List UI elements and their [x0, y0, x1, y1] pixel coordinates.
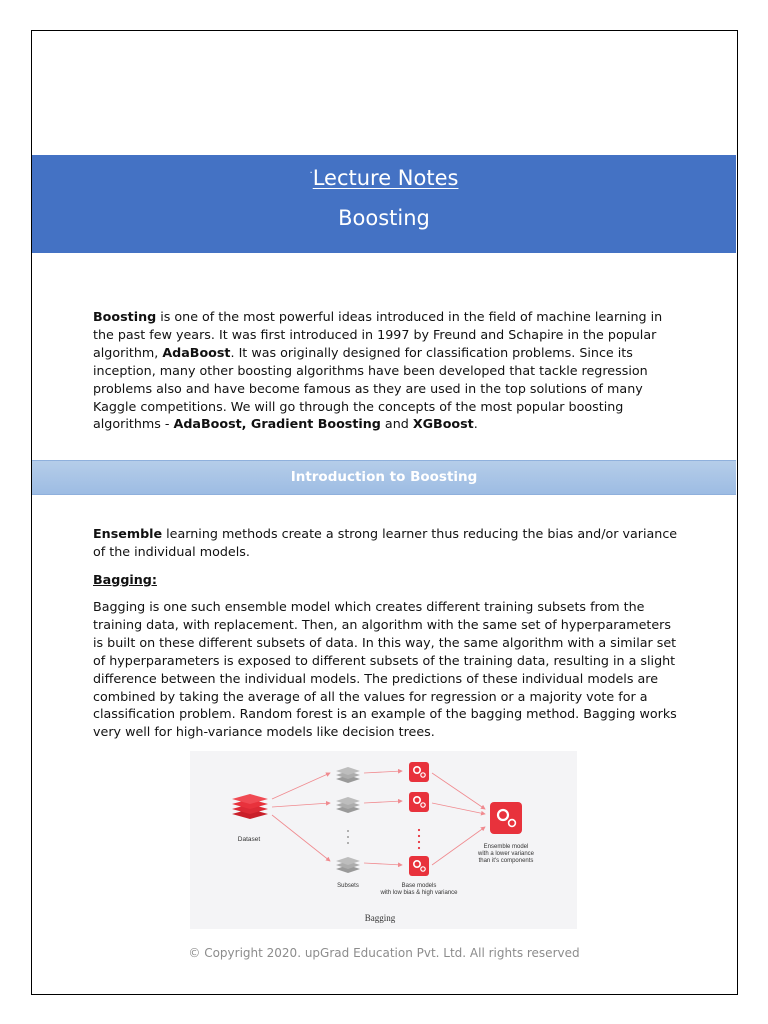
ensemble-label-line1: Ensemble model [483, 844, 529, 850]
section-heading-introduction: Introduction to Boosting [32, 460, 736, 495]
boosting-term: Boosting [93, 309, 157, 324]
base-model-gear-icon [409, 792, 429, 812]
intro-text-2: . It was originally designed for classification problems. Since its inception, many other boosting algorithms have been developed that tackle regression problems also and have become famous as they are used in the top solutions of many Kaggle competitions. We will go through the concepts of the most popular boosting algorithms - [93, 344, 648, 432]
base-models-label-line2: with low bias & high variance [380, 890, 458, 896]
ensemble-model-gear-icon [490, 802, 522, 834]
title-banner [32, 155, 736, 253]
intro-paragraph [93, 308, 685, 433]
base-model-ellipsis-icon [418, 829, 420, 849]
subset-stack-icon [336, 767, 360, 783]
subset-stack-icon [336, 857, 360, 873]
algorithms-terms: AdaBoost, Gradient Boosting [173, 416, 381, 432]
bagging-diagram [190, 751, 577, 929]
bagging-heading: Bagging: [93, 572, 157, 587]
ensemble-paragraph [93, 525, 685, 561]
subset-arrows [364, 771, 402, 865]
title-text: Lecture Notes [312, 166, 459, 190]
title-tick-mark: · [309, 168, 313, 179]
copyright-footer: © Copyright 2020. upGrad Education Pvt. Ltd. All rights reserved [188, 946, 580, 960]
adaboost-term: AdaBoost [162, 344, 231, 360]
dataset-label: Dataset [237, 836, 261, 843]
page-subtitle: Boosting [338, 206, 430, 230]
ensemble-label-line2: with a lower variance [477, 851, 535, 857]
ensemble-term: Ensemble [93, 526, 163, 541]
intro-and: and [380, 416, 413, 432]
xgboost-term: XGBoost [412, 416, 474, 432]
page-title [32, 166, 736, 190]
base-model-gear-icon [409, 762, 429, 782]
dataset-arrows [272, 773, 330, 861]
subsets-label: Subsets [337, 883, 359, 889]
ensemble-label-line3: than it's components [478, 858, 534, 864]
base-models-label-line1: Base models [401, 883, 437, 889]
figure-caption: Bagging [364, 913, 396, 923]
subset-stack-icon [336, 797, 360, 813]
intro-text-1: is one of the most powerful ideas introduced in the field of machine learning in the past few years. It was first introduced in 1997 by Freund and Schapire in the popular algorithm, [93, 309, 663, 360]
bagging-paragraph: Bagging is one such ensemble model which creates different training subsets from the training data, with replacement. Then, an algorithm with the same set of hyperparameters is built on these different subsets of data. In this way, the same algorithm with a similar set of hyperparameters is exposed to different subsets of the training data, resulting in a slight difference between the individual models. The predictions of these individual models are combined by taking the average of all the values for regression or a majority vote for a classification problem. Random forest is an example of the bagging method. Bagging works very well for high-variance models like decision trees. [93, 599, 677, 740]
dataset-stack-icon [232, 794, 268, 819]
ensemble-text: learning methods create a strong learner thus reducing the bias and/or variance of the individual models. [93, 526, 678, 559]
subset-ellipsis-icon [347, 830, 349, 844]
base-model-gear-icon [409, 856, 429, 876]
intro-period: . [473, 416, 478, 432]
